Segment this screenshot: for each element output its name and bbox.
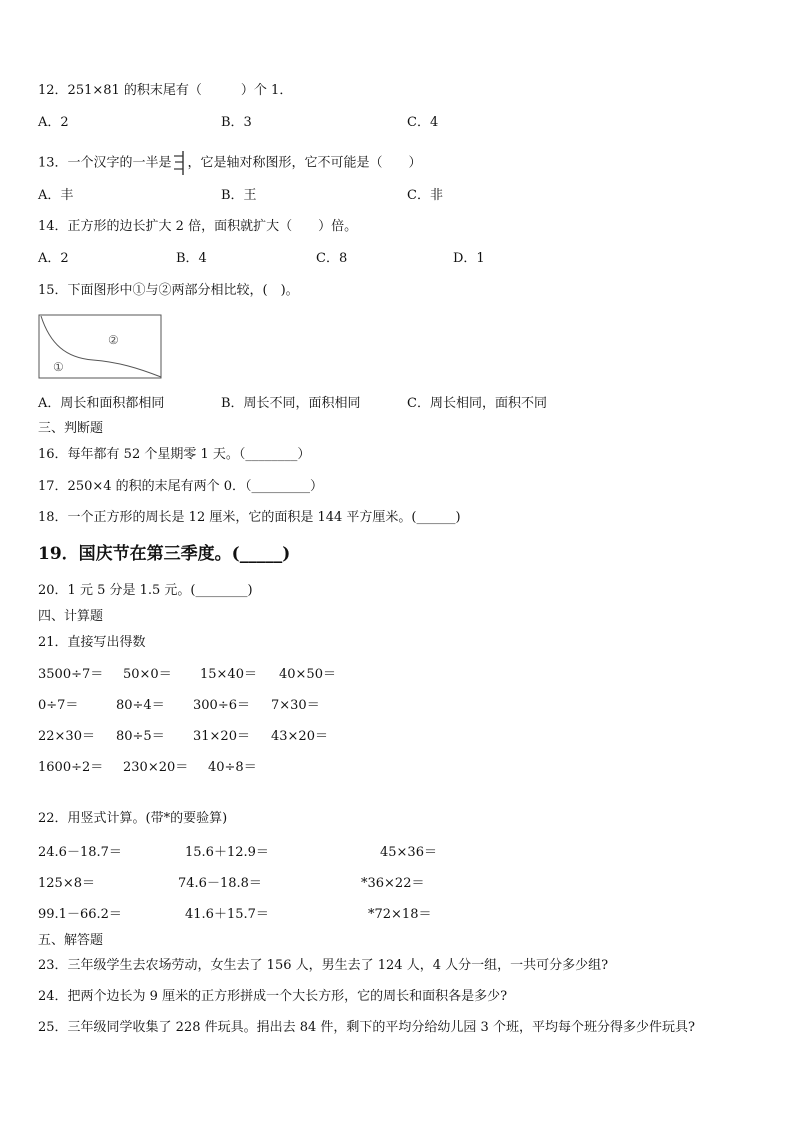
q21-item: 3500÷7＝ <box>38 667 104 682</box>
question-16: 16．每年都有 52 个星期零 1 天。（________） <box>38 447 311 462</box>
q13-option-b: B．王 <box>221 188 257 203</box>
q21-item: 80÷5＝ <box>116 729 165 744</box>
question-21-stem: 21．直接写出得数 <box>38 635 146 650</box>
question-18: 18．一个正方形的周长是 12 厘米，它的面积是 144 平方厘米。(______) <box>38 510 461 525</box>
q14-option-b: B．4 <box>176 251 207 266</box>
half-character-glyph <box>173 150 187 176</box>
question-13-stem <box>38 150 422 176</box>
q22-item: 15.6＋12.9＝ <box>185 845 269 860</box>
question-12-stem: 12．251×81 的积末尾有（ ）个 1． <box>38 83 293 98</box>
q22-item: 125×8＝ <box>38 876 95 891</box>
q15-option-a: A．周长和面积都相同 <box>38 396 165 411</box>
q15-figure <box>38 314 164 382</box>
q21-item: 0÷7＝ <box>38 698 79 713</box>
q13-stem-before: 13．一个汉字的一半是 <box>38 155 172 171</box>
q22-item: 45×36＝ <box>380 845 437 860</box>
q22-item: 99.1－66.2＝ <box>38 907 122 922</box>
q22-item: 74.6－18.8＝ <box>178 876 262 891</box>
q21-item: 40÷8＝ <box>208 760 257 775</box>
figure-label-1: ① <box>53 360 64 374</box>
q21-item: 15×40＝ <box>200 667 257 682</box>
question-25: 25．三年级同学收集了 228 件玩具。捐出去 84 件，剩下的平均分给幼儿园 3 个班，平均每个班分得多少件玩具? <box>38 1020 695 1035</box>
q21-item: 31×20＝ <box>193 729 250 744</box>
q22-item: *36×22＝ <box>361 876 425 891</box>
q21-item: 80÷4＝ <box>116 698 165 713</box>
question-19: 19．国庆节在第三季度。(_____) <box>38 544 291 564</box>
q21-item: 40×50＝ <box>279 667 336 682</box>
figure-label-2: ② <box>108 333 119 347</box>
question-22-stem: 22．用竖式计算。(带*的要验算) <box>38 811 228 826</box>
question-24: 24．把两个边长为 9 厘米的正方形拼成一个大长方形，它的周长和面积各是多少? <box>38 989 508 1004</box>
question-17: 17．250×4 的积的末尾有两个 0．（_________） <box>38 479 324 494</box>
q21-item: 230×20＝ <box>123 760 189 775</box>
q21-item: 1600÷2＝ <box>38 760 104 775</box>
q22-item: *72×18＝ <box>368 907 432 922</box>
question-20: 20．1 元 5 分是 1.5 元。(________) <box>38 583 253 598</box>
question-15-stem: 15．下面图形中①与②两部分相比较，( )。 <box>38 283 299 298</box>
section-4-heading: 四、计算题 <box>38 609 104 624</box>
q12-option-a: A．2 <box>38 115 69 130</box>
q13-stem-after: ，它是轴对称图形，它不可能是（ ） <box>187 155 422 171</box>
question-14-stem: 14．正方形的边长扩大 2 倍，面积就扩大（ ）倍。 <box>38 219 358 234</box>
question-23: 23．三年级学生去农场劳动，女生去了 156 人，男生去了 124 人，4 人分一组，一共可分多少组? <box>38 958 609 973</box>
q14-option-a: A．2 <box>38 251 69 266</box>
q21-item: 43×20＝ <box>271 729 328 744</box>
q21-item: 7×30＝ <box>271 698 320 713</box>
q14-option-c: C．8 <box>316 251 348 266</box>
q14-option-d: D．1 <box>453 251 485 266</box>
q21-item: 300÷6＝ <box>193 698 250 713</box>
section-5-heading: 五、解答题 <box>38 933 104 948</box>
q13-option-a: A．丰 <box>38 188 74 203</box>
q21-item: 22×30＝ <box>38 729 95 744</box>
q22-item: 41.6＋15.7＝ <box>185 907 269 922</box>
section-3-heading: 三、判断题 <box>38 421 104 436</box>
q13-option-c: C．非 <box>407 188 443 203</box>
q22-item: 24.6－18.7＝ <box>38 845 122 860</box>
q15-option-c: C．周长相同，面积不同 <box>407 396 547 411</box>
q21-item: 50×0＝ <box>123 667 172 682</box>
q12-option-c: C．4 <box>407 115 439 130</box>
q15-option-b: B．周长不同，面积相同 <box>221 396 361 411</box>
q12-option-b: B．3 <box>221 115 252 130</box>
